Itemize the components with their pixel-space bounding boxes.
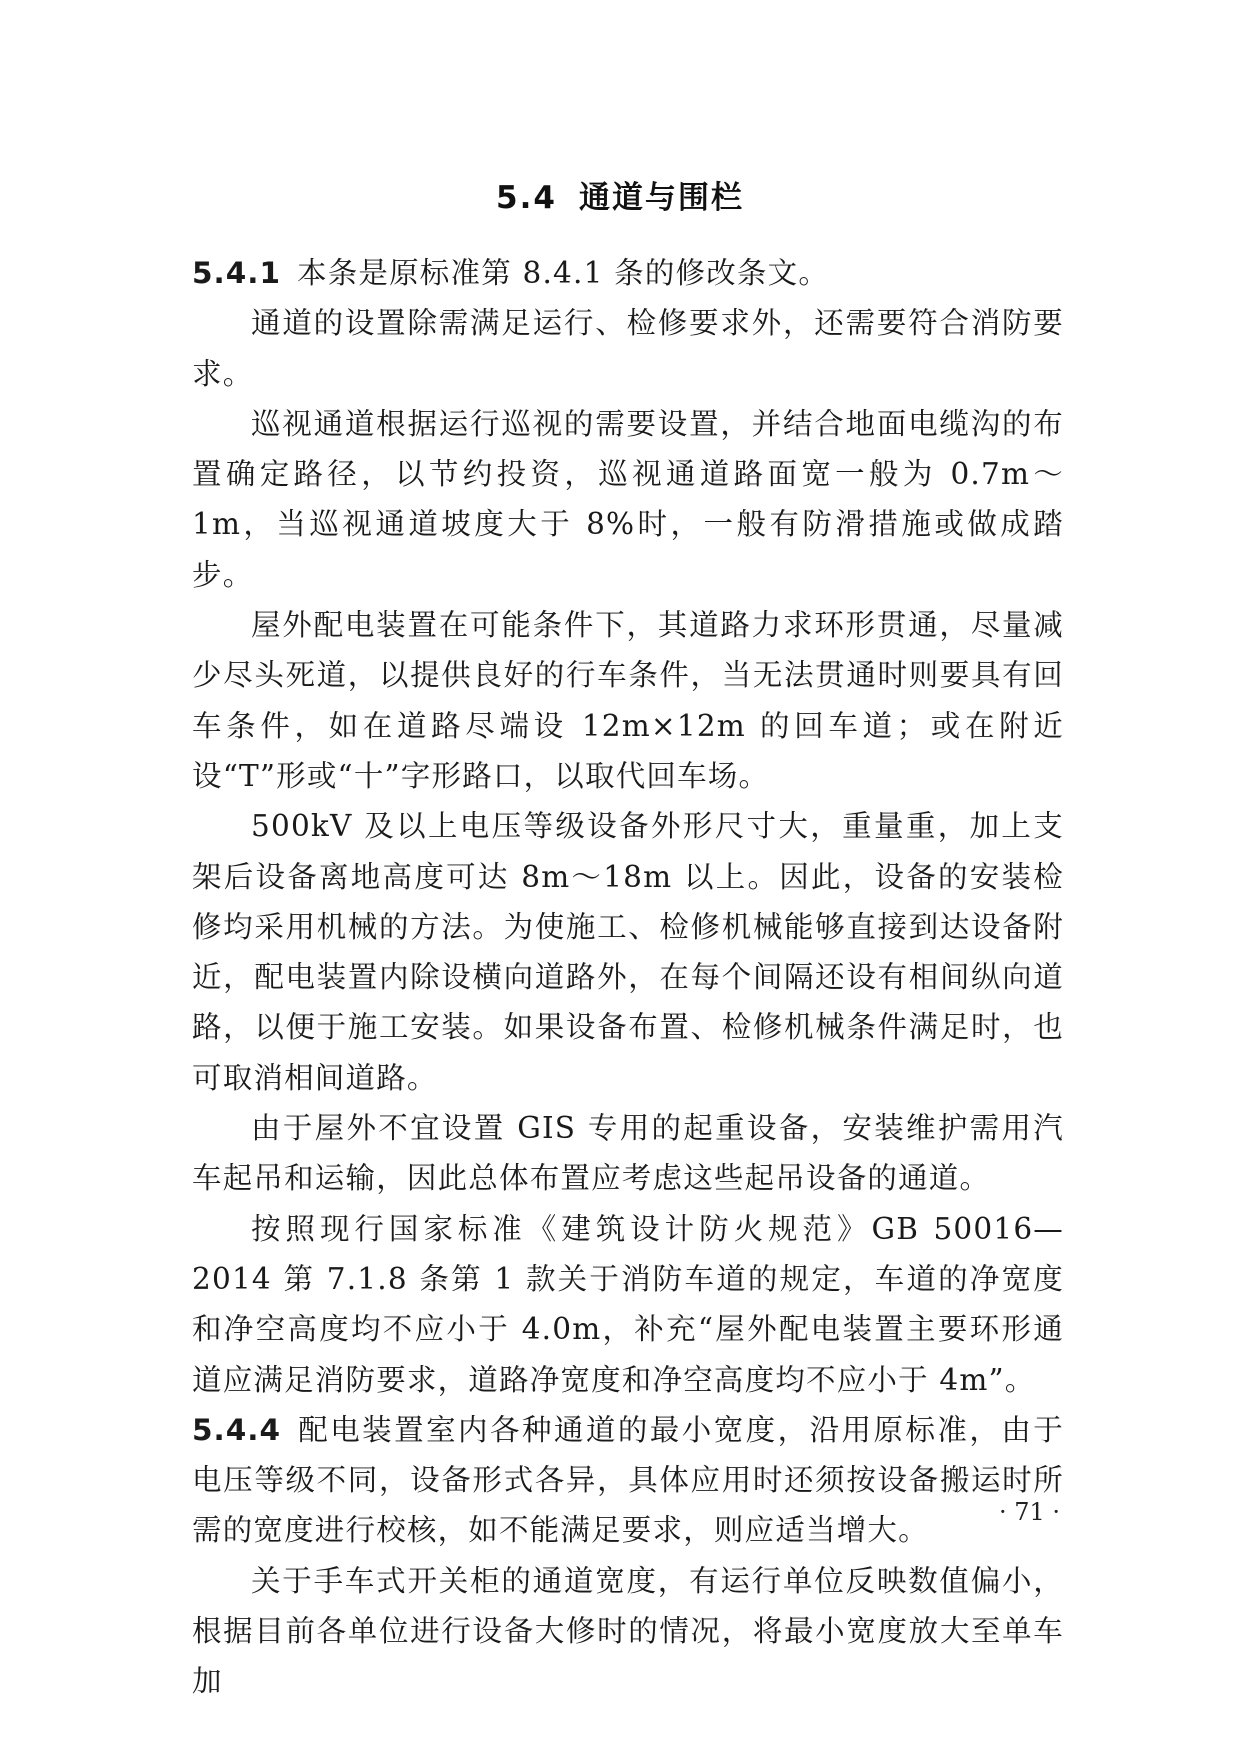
paragraph-text: 配电装置室内各种通道的最小宽度，沿用原标准，由于电压等级不同，设备形式各异，具体应用时还须按设备搬运时所需的宽度进行校核，如不能满足要求，则应适当增大。 [192, 1412, 1064, 1548]
paragraph: 按照现行国家标准《建筑设计防火规范》GB 50016—2014 第 7.1.8 条第 1 款关于消防车道的规定，车道的净宽度和净空高度均不应小于 4.0m，补充“屋外配电装置主要环形通道应满足消防要求，道路净宽度和净空高度均不应小于 4m”。 [192, 1211, 1064, 1397]
section-heading [0, 172, 1240, 217]
body-text [192, 248, 1064, 1707]
clause-number: 5.4.4 [192, 1412, 281, 1447]
paragraph: 通道的设置除需满足运行、检修要求外，还需要符合消防要求。 [192, 306, 1064, 391]
paragraph: 由于屋外不宜设置 GIS 专用的起重设备，安装维护需用汽车起吊和运输，因此总体布置应考虑这些起吊设备的通道。 [192, 1111, 1064, 1196]
paragraph: 500kV 及以上电压等级设备外形尺寸大，重量重，加上支架后设备离地高度可达 8m～18m 以上。因此，设备的安装检修均采用机械的方法。为使施工、检修机械能够直接到达设备附近，配电装置内除设横向道路外，在每个间隔还设有相间纵向道路，以便于施工安装。如果设备布置、检修机械条件满足时，也可取消相间道路。 [192, 809, 1064, 1095]
paragraph: 屋外配电装置在可能条件下，其道路力求环形贯通，尽量减少尽头死道，以提供良好的行车条件，当无法贯通时则要具有回车条件，如在道路尽端设 12m×12m 的回车道；或在附近设“T”形或“十”字形路口，以取代回车场。 [192, 608, 1064, 793]
section-title-text: 通道与围栏 [578, 180, 744, 216]
section-number: 5.4 [496, 180, 557, 216]
paragraph-clause-5-4-1 [192, 248, 1064, 298]
paragraph-clause-5-4-4 [192, 1405, 1064, 1556]
paragraph: 关于手车式开关柜的通道宽度，有运行单位反映数值偏小，根据目前各单位进行设备大修时的情况，将最小宽度放大至单车加 [192, 1563, 1064, 1699]
page-number: · 71 · [998, 1498, 1060, 1526]
clause-number: 5.4.1 [192, 256, 281, 290]
paragraph: 巡视通道根据运行巡视的需要设置，并结合地面电缆沟的布置确定路径，以节约投资，巡视通道路面宽一般为 0.7m～1m，当巡视通道坡度大于 8%时，一般有防滑措施或做成踏步。 [192, 406, 1064, 592]
paragraph-text: 本条是原标准第 8.4.1 条的修改条文。 [297, 256, 830, 290]
